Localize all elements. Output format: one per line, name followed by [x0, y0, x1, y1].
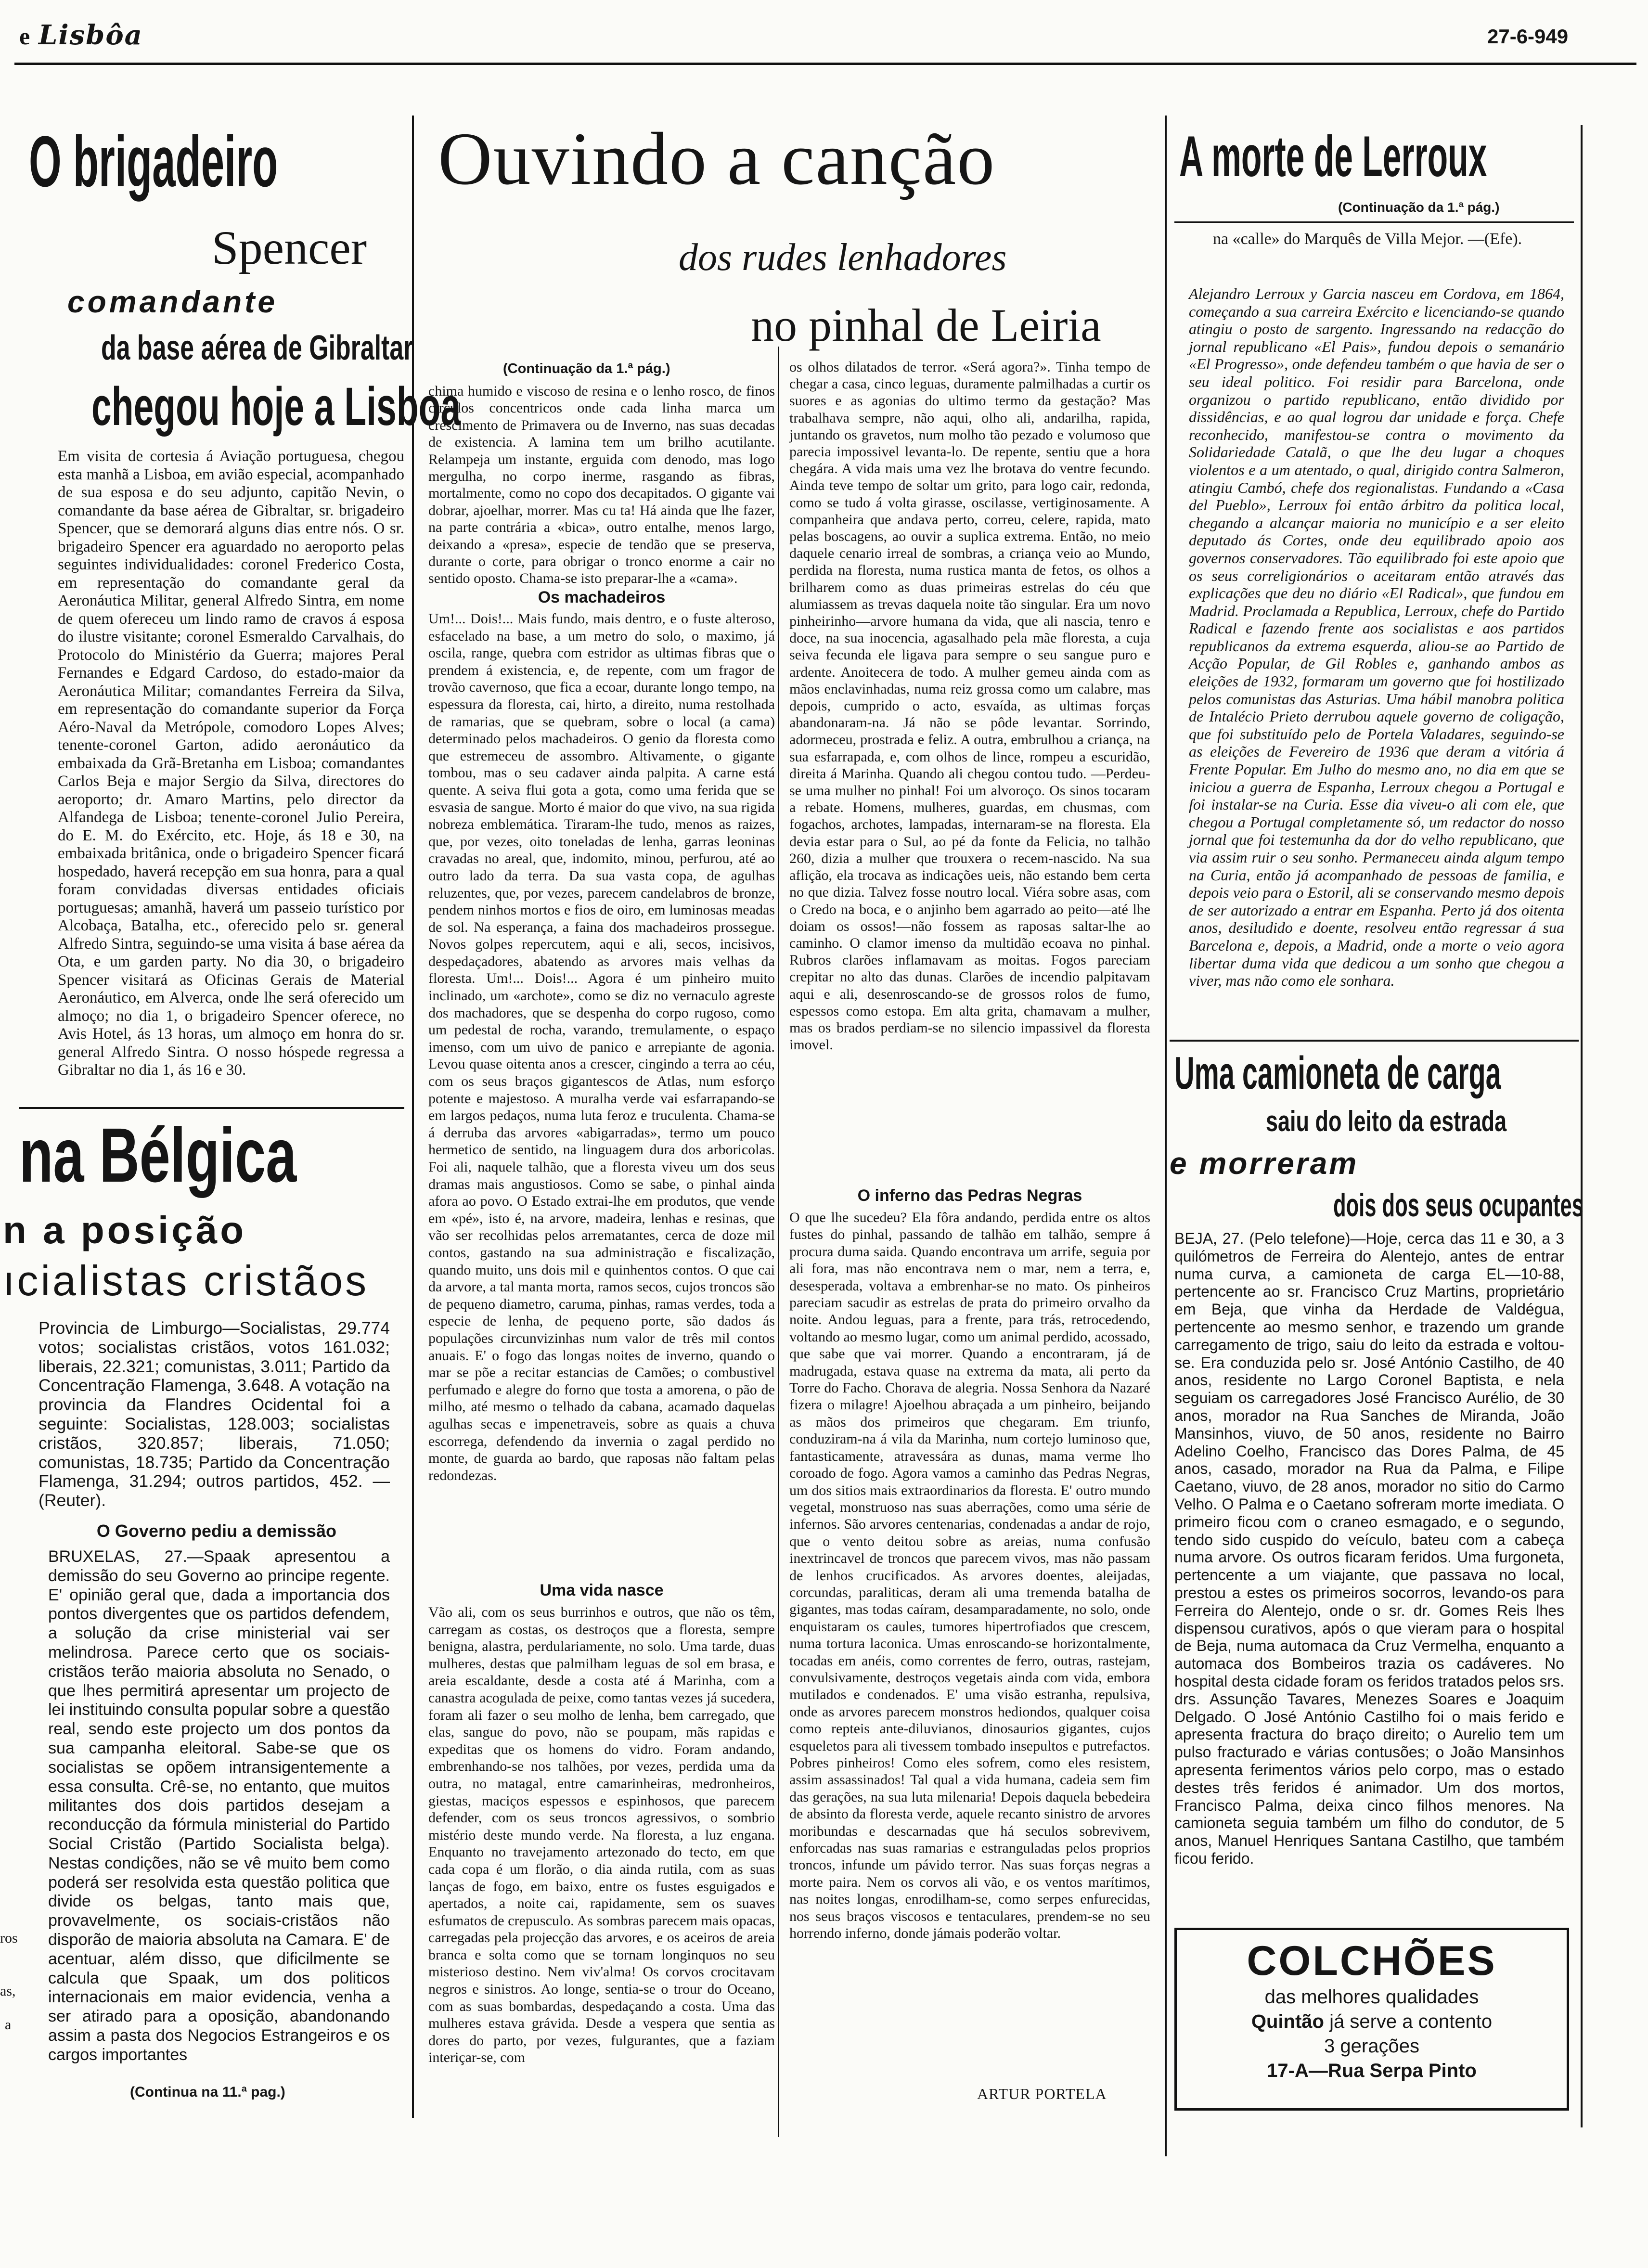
lenhadores-headline-3: no pinhal de Leiria [751, 299, 1101, 351]
camioneta-body: BEJA, 27. (Pelo telefone)—Hoje, cerca das 11 e 30, a 3 quilómetros de Ferreira do Alentejo, antes de entrar numa curva, a camioneta de carga EL—10-88, pertencente ao sr. Francisco Cruz Martins, proprietário em Beja, que vinha da Herdade de Valdégua, pertencente ao mesmo senhor, e trazendo um grande carregamento de trigo, saiu do leito da estrada e voltou-se. Era conduzida pelo sr. José António Castilho, de 40 anos, residente no Largo Coronel Baptista, e nela seguiam os carregadores José Francisco Aurélio, de 30 anos, morador na Rua Sanches de Miranda, João Mansinhos, viuvo, de 50 anos, residente no Bairro Adelino Coelho, Francisco das Dores Palma, de 45 anos, casado, morador na Rua da Palma, e Filipe Caetano, viuvo, de 28 anos, morador no sitio do Carmo Velho. O Palma e o Caetano sofreram morte imediata. O primeiro ficou com o craneo esmagado, e o segundo, tendo sido cuspido do veículo, bateu com a cabeça numa arvore. Os outros ficaram feridos. Uma furgoneta, pertencente a um viajante, que passava no local, prestou a estes os primeiros socorros, levando-os para Ferreira do Alentejo, onde o sr. dr. Gomes Reis lhes dispensou curativos, após o que vieram para o hospital de Beja, numa automaca da Cruz Vermelha, enquanto a automaca dos Bombeiros trazia os cadáveres. No hospital desta cidade foram os feridos tratados pelos srs. drs. Assunção Tavares, Menezes Soares e Joaquim Delgado. O José António Castilho foi o mais ferido e apresenta fractura do braço direito; o Aurelio tem um pulso fracturado e várias contusões; o João Mansinhos apresenta ferimentos vários pelo corpo, mas o estado destes três feridos é animador. Um dos mortos, Francisco Palma, deixa cinco filhos menores. Na camioneta seguia também um filho do condutor, de 5 anos, Manuel Henriques Santana Castilho, que também ficou ferido. [1174, 1230, 1564, 1867]
belgica-margin-word-1: ros [0, 1930, 18, 1946]
belgica-continua: (Continua na 11.ª pag.) [130, 2084, 285, 2100]
ad-line-4: 3 gerações [1324, 2036, 1419, 2057]
belgica-body-1: Provincia de Limburgo—Socialistas, 29.774 votos; socialistas cristãos, votos 161.032; liberais, 22.321; comunistas, 3.011; Partido da Concentração Flamenga, 3.648. A votação na provincia da Flandres Ocidental foi a seguinte: Socialistas, 128.003; socialistas cristãos, 320.857; liberais, 71.050; comunistas, 18.735; Partido da Concentração Flamenga, 31.294; outros partidos, 452. — (Reuter). [39, 1318, 390, 1510]
lerroux-bio: Alejandro Lerroux y Garcia nasceu em Cordova, em 1864, começando a sua carreira Exército e licenciando-se quando atingiu o posto de sargento. Ingressando na redacção do jornal republicano «El Pais», fundou depois o semanário «El Progresso», onde defendeu também o que havia de ser o seu ideal politico. Foi residir para Barcelona, onde organizou o partido republicano, então dividido por dissidências, e ao qual logrou dar unidade e força. Chefe reconhecido, manifestou-se contra o movimento da Solidariedade Catalã, o que lhe deu lugar a choques violentos e a um atentado, o qual, dirigido contra Salmeron, atingiu Cambó, chefe dos regionalistas. Fundando a «Casa del Pueblo», Lerroux foi então árbitro da politica local, chegando a alcançar maioria no município e a ser eleito deputado ás Cortes, onde deu equilibrado apoio aos governos conservadores. Tão equilibrado foi este apoio que os seus correligionários o aceitaram então através das explicações que deu no diário «El Radical», que fundou em Madrid. Proclamada a Republica, Lerroux, chefe do Partido Radical e fazendo frente aos socialistas e aos partidos republicanos da extrema esquerda, aliou-se ao Partido de Acção Popular, de Gil Robles e, ganhando ambos as eleições de 1932, formaram um governo que foi hostilizado pelos comunistas das Asturias. Uma hábil manobra politica de Intalécio Prieto derrubou aquele governo de coligação, que foi substituído pelo de Portela Valadares, seguindo-se as eleições de Fevereiro de 1936 que deram a vitória á Frente Popular. Em Julho do mesmo ano, no dia em que se iniciou a guerra de Espanha, Lerroux chegou a Portugal e foi instalar-se na Curia. Esse dia viveu-o ali com ele, que chegou a Portugal completamente só, um redactor do nosso jornal que foi testemunha da dor do velho republicano, que via assim ruir o seu sonho. Permaneceu ainda algum tempo na Curia, então já acompanhado de pessoas de familia, e depois veio para o Estoril, ali se conservando mesmo depois de ser autorizado a entrar em Espanha. Perto já dos oitenta anos, desiludido e doente, resolveu então regressar á sua Barcelona e, depois, a Madrid, onde a morte o veio agora libertar duma vida que dedicou a um sonho que chegou a viver, mas não como ele sonhara. [1189, 285, 1564, 990]
spencer-headline-2: Spencer [212, 221, 367, 274]
lerroux-bottom-rule [1170, 1040, 1579, 1042]
belgica-margin-word-3: a [5, 2017, 12, 2033]
belgica-headline-1: na Bélgica [19, 1112, 297, 1198]
colchoes-ad [1174, 1928, 1569, 2111]
camioneta-headline-4: dois dos seus ocupantes [1333, 1187, 1584, 1224]
ad-line-1: COLCHÕES [1247, 1938, 1497, 1984]
lerroux-body-1: na «calle» do Marquês de Villa Mejor. —(Efe). [1213, 230, 1522, 248]
lenhadores-col-b-subhead-1: O inferno das Pedras Negras [857, 1186, 1082, 1205]
lerroux-continuacao: (Continuação da 1.ª pág.) [1338, 200, 1500, 215]
lerroux-head-rule [1174, 221, 1574, 223]
masthead-letter-e: e [19, 23, 30, 50]
lenhadores-col-a-body-1: chima humido e viscoso de resina e o lenho rosco, de finos circulos concentricos onde cada linha marca um crescimento de Primavera ou de Inverno, nas suas decadas de existencia. A lamina tem um brilho acutilante. Relampeja um instante, erguida com denodo, mas logo mergulha, no corpo inerme, rasgando as fibras, mortalmente, como no copo dos decapitados. O gigante vai dobrar, ajoelhar, morrer. Mas cu ta! Há ainda que lhe fazer, na parte contrária a «bica», outro entalhe, menos largo, deixando a «presa», especie de tendão que se preserva, durante o corte, para obrigar o tronco enorme a cair no sentido oposto. Chama-se isto preparar-lhe a «cama». [428, 383, 775, 587]
spencer-headline-5: chegou hoje a Lisboa [91, 376, 461, 437]
lenhadores-continuacao: (Continuação da 1.ª pág.) [503, 361, 670, 376]
lerroux-headline: A morte de Lerroux [1179, 124, 1487, 189]
lenhadores-byline: ARTUR PORTELA [977, 2085, 1107, 2102]
masthead-date: 27-6-949 [1487, 25, 1569, 48]
lenhadores-col-a-body-3: Vão ali, com os seus burrinhos e outros, que não os têm, carregam as costas, os destroços que a floresta, sempre benigna, alastra, perdulariamente, no solo. Uma tarde, duas mulheres, destas que palmilham leguas de sol em brasa, e areia escaldante, desde a costa até á Marinha, com a canastra acogulada de peixe, como tantas vezes já sucedera, foram ali fazer o seu molho de lenha, bem carregado, que elas, sangue do povo, não se poupam, mãs rapidas e expeditas que os homens do vidro. Foram andando, embrenhando-se nos talhões, por vezes, perdida uma da outra, no matagal, entre camarinheiras, medronheiros, giestas, maciços espessos e espinhosos, que parecem defender, com os seus troncos agressivos, o sombrio mistério deste mundo verde. Na floresta, a luz engana. Enquanto no travejamento artezonado do tecto, em que cada copa é um florão, o dia ainda rutila, com as suas lanças de fogo, em baixo, entre os fustes esguigados e apertados, a noite cai, rapidamente, sem os suaves esfumatos de crepusculo. As sombras parecem mais opacas, carregadas pela projecção das arvores, e os aceiros de areia branca e solta como que se tornam longinquos no seu misterioso destino. Nem viv'alma! Os corvos crocitavam negros e sinistros. Ao longe, sentia-se o trour do Oceano, com as suas bombardas, despedaçando a costa. Uma das mulheres estava grávida. Desde a vespera que sentia as dores do parto, por vezes, fulgurantes, que a faziam interiçar-se, com [428, 1604, 775, 2066]
spencer-headline-4: da base aérea de Gibraltar [101, 329, 413, 367]
masthead-paper-name: Lisbôa [39, 19, 143, 51]
belgica-headline-2: n a posição [3, 1209, 247, 1251]
lenhadores-col-a-subhead-2: Uma vida nasce [540, 1581, 664, 1599]
belgica-margin-word-2: as, [0, 1983, 16, 1999]
column-rule-2 [778, 347, 779, 2137]
spencer-headline-3: comandante [67, 284, 278, 319]
camioneta-headline-1: Uma camioneta de carga [1174, 1047, 1501, 1099]
lenhadores-col-b-body-1: os olhos dilatados de terror. «Será agora?». Tinha tempo de chegar a casa, cinco leguas, duramente palmilhadas a curtir os suores e as agonias do ultimo termo da gestação? Mas trabalhava sempre, não aqui, olho ali, andarilha, rapida, juntando os gravetos, num molho tão pezado e volumoso que parecia impossivel levanta-lo. De repente, sentiu que a hora chegára. A vida mais uma vez lhe brotava do ventre fecundo. Ainda teve tempo de soltar um grito, para logo cair, redonda, como se tudo á volta girasse, oscilasse, vertiginosamente. A companheira que andava perto, correu, celere, rapida, mato pelas boscagens, ao ouvir a suplica extrema. Então, no meio daquele cenario irreal de sombras, a criança veio ao Mundo, perdida na floresta, numa rustica manta de fetos, os olhos a brilharem como as duas primeiras estrelas do céu que alumiassem as trevas daquela noite tão singular. Era um novo pinheirinho—arvore humana da vida, que ali nascia, tenro e doce, na sua inocencia, agasalhado pela mãe floresta, a cuja seiva fecunda ele ligava para sempre o seu sangue puro e ardente. Anoitecera de todo. A mulher gemeu ainda com as mãos enclavinhadas, numa reiz grossa como um calabre, mas depois, cumprido o acto, esvaída, as ultimas forças abandonaram-na. Já não se pôde levantar. Sorrindo, adormeceu, prostrada e feliz. A outra, embrulhou a criança, na sua esfarrapada, e, com olhos de lince, rompeu a escuridão, direita á Marinha. Quando ali chegou contou tudo. —Perdeu-se uma mulher no pinhal! Foi um alvoroço. Os sinos tocaram a rebate. Homens, mulheres, guardas, em chusmas, com fogachos, archotes, lampadas, internaram-se na floresta. Ela devia estar para o Sul, ao pé da fonte da Felicia, no talhão 260, dizia a mulher que trouxera o recem-nascido. Na sua aflição, ela trocava as indicações ueis, não estando bem certa no que dizia. Talvez fosse noutro local. Viéra sobre asas, com o Credo na boca, e o anjinho bem agarrado ao peito—até lhe doiam os ossos!—não fossem as raposas saltar-lhe ao caminho. O clamor imenso da multidão ecoava no pinhal. Rubros clarões inflamavam as moitas. Fogos pareciam crepitar no alto das dunas. Clarões de incendio palpitavam aqui e ali, desenroscando-se de grossos rolos de fumo, espessos como estopa. Em alta grita, chamavam a mulher, mas os brados perdiam-se no silencio impassivel da floresta imovel. [789, 359, 1150, 1053]
belgica-headline-3: ıcialistas cristãos [3, 1257, 369, 1304]
ad-line-2: das melhores qualidades [1264, 1986, 1479, 2008]
camioneta-headline-3: e morreram [1170, 1146, 1359, 1181]
spencer-headline-1: O brigadeiro [29, 121, 278, 202]
masthead-rule [14, 63, 1636, 65]
column-rule-4 [1581, 125, 1583, 2127]
lenhadores-headline-1: Ouvindo a canção [438, 117, 996, 200]
lenhadores-col-a-body-2: Um!... Dois!... Mais fundo, mais dentro, e o fuste alteroso, esfacelado na base, a um metro do solo, o maximo, já oscila, range, quebra com estridor as ultimas fibras que o prendem á existencia, e, de repente, com um fragor de trovão cavernoso, que fica a ecoar, durante longo tempo, na espessura da floresta, cai, hirto, a direito, numa restolhada de ramarias, que se quebram, sobre o local (a cama) determinado pelos machadeiros. O genio da floresta como que estremeceu de assombro. Altivamente, o gigante tombou, mas o seu cadaver ainda palpita. A carne está quente. A seiva flui gota a gota, como uma ferida que se esvasia de sangue. Morto é maior do que vivo, na sua rigida nobreza emblemática. Tiraram-lhe tudo, menos as raizes, que, por vezes, oito toneladas de lenha, garras leoninas cravadas no areal, que, indomito, minou, perfurou, até ao outro lado da terra. Da sua vasta copa, de agulhas reluzentes, que, por vezes, parecem candelabros de bronze, pendem ninhos mortos e fios de oiro, em luminosas meadas de sol. Na esperança, a faina dos machadeiros prossegue. Novos golpes repercutem, aqui e ali, secos, incisivos, despedaçadores, abatendo as arvores mais velhas da floresta. Um!... Dois!... Agora é um pinheiro muito inclinado, um «archote», como se diz no vernaculo agreste dos machadores, que se despenha do corpo rugoso, como um pedestal de rocha, varando, tremulamente, o espaço imenso, com um uivo de panico e arrepiante de agonia. Levou quase oitenta anos a crescer, cingindo a terra ao céu, com os seus braços gigantescos de Atlas, num esforço potente e majestoso. A muralha verde vai esfarrapando-se em largos pedaços, numa luta feroz e truculenta. Chama-se á derruba das arvores «abigarradas», termo um pouco hermetico de sentido, na linguagem dura dos arboricolas. Foi ali, naquele talhão, que a floresta viveu um dos seus dramas mais angustiosos. Como se sabe, o pinhal ainda afora ao povo. O Estado extrai-lhe em produtos, que vende em «pé», isto é, na arvore, madeira, lenhas e resinas, que vão ser recolhidas pelos arrematantes, cerca de doze mil contos, gastando na sua administração e fiscalização, quando muito, uns dois mil e quinhentos contos. O que cai da arvore, a tal manta morta, ramos secos, cujos troncos são de pequeno diametro, caruma, pinhas, ramas verdes, toda a especie de lenha, de pequeno porte, são dados ás populações circunvizinhas num valor de três mil contos anuais. E' o fogo das longas noites de inverno, quando o mar se põe a recitar estancias de Camões; o combustivel perfumado e alegre do forno que tosta a amorena, o pão de milho, até mesmo o telhado da cabana, acamado daquelas agulhas secas e impenetraveis, sobre as quais a chuva escorrega, defendendo da invernia o zagal perdido no monte, de guarda ao bardo, que raposas não faltam pelas redondezas. [428, 611, 775, 1483]
lenhadores-col-b-body-2: O que lhe sucedeu? Ela fôra andando, perdida entre os altos fustes do pinhal, passando de talhão em talhão, sempre á procura duma saida. Quando encontrava um arrife, seguia por ali fora, mas não encontrava nem o mar, nem a terra, e, desesperada, voltava a embrenhar-se no mato. Os pinheiros pareciam sacudir as estrelas de prata do primeiro orvalho da noite. Andou leguas, para a frente, para trás, retrocedendo, voltando ao mesmo lugar, como um animal perdido, acossado, que sabe que vai morrer. Quando a encontraram, já de madrugada, estava quase na extrema da mata, ali perto da Torre do Facho. Chorava de alegria. Nossa Senhora da Nazaré fizera o milagre! Ajoelhou abraçada a um pinheiro, beijando as mãos dos primeiros que chegaram. Em triunfo, conduziram-na á vila da Marinha, num cortejo luminoso que, fantasticamente, atravessára as dunas, mama verme lho coroado de fogo. Agora vamos a caminho das Pedras Negras, um dos sitios mais extraordinarios da floresta. E' outro mundo vegetal, monstruoso nas suas aberrações, como uma série de infernos. São arvores centenarias, condenadas a andar de rojo, que o vento deitou sobre as areias, numa confusão inextrincavel de troncos que parecem vivos, mas não passam de lenhos crucificados. As arvores doentes, aleijadas, corcundas, paraliticas, deram ali uma tremenda batalha de gigantes, mas todas caíram, desamparadamente, no solo, onde enquistaram os caules, tumores hipertrofiados que crescem, numa tortura laconica. Umas enroscando-se horizontalmente, tocadas em anéis, como correntes de ferro, outras, rastejam, convulsivamente, destroços vegetais ainda com vida, embora mutilados e condenados. E' uma visão estranha, repulsiva, onde as arvores parecem monstros hediondos, qualquer coisa como repteis ante-diluvianos, dinosaurios gigantes, cujos esqueletos para ali tivessem tombado insepultos e putrefactos. Pobres pinheiros! Como eles sofrem, como eles resistem, assim assassinados! Tal qual a vida humana, cadeia sem fim das gerações, na sua luta milenaria! Depois daquela bebedeira de absinto da floresta verde, aquele recanto sinistro de arvores moribundas e descarnadas que há seculos sobrevivem, enforcadas nas suas ramarias e estranguladas pelos proprios troncos, infunde um pávido terror. Nas suas forças negras a morte paira. Nem os corvos ali vão, e os ventos marítimos, nas noites longas, enrodilham-se, como serpes enfurecidas, nos seus braços viscosos e tentaculares, prendem-se no seu horrendo inferno, donde jámais poderão voltar. [789, 1210, 1150, 1942]
belgica-subhead: O Governo pediu a demissão [96, 1521, 337, 1541]
lenhadores-col-a-subhead-1: Os machadeiros [538, 588, 666, 606]
column-rule-3 [1165, 116, 1167, 2156]
belgica-body-2: BRUXELAS, 27.—Spaak apresentou a demissão do seu Governo ao principe regente. E' opinião geral que, dada a importancia dos pontos divergentes que os partidos defendem, a solução da crise ministerial vai ser melindrosa. Parece certo que os sociais-cristãos terão maioria absoluta no Senado, o que lhes permitirá apresentar um projecto de lei instituindo consulta popular sobre a questão real, sendo este projecto um dos pontos da sua campanha eleitoral. Sabe-se que os socialistas se opõem intransigentemente a essa consulta. Crê-se, no entanto, que muitos militantes dos dois partidos desejam a reconducção da fórmula ministerial do Partido Social Cristão (Partido Socialista belga). Nestas condições, não se vê muito bem como poderá ser resolvida esta questão politica que divide os belgas, tanto mais que, provavelmente, os sociais-cristãos não disporão de maioria absoluta na Camara. E' de acentuar, além disso, que dificilmente se calcula que Spaak, um dos politicos internacionais em maior evidencia, venha a ser atirado para a oposição, abandonando assim a pasta dos Negocios Estrangeiros e os cargos importantes [48, 1547, 390, 2064]
ad-line-3 [1177, 2009, 1567, 2034]
ad-line-5: 17-A—Rua Serpa Pinto [1267, 2060, 1477, 2081]
spencer-bottom-rule [19, 1107, 404, 1109]
spencer-body: Em visita de cortesia á Aviação portuguesa, chegou esta manhã a Lisboa, em avião especial, acompanhado de sua esposa e do seu adjunto, capitão Nevin, o comandante da base aérea de Gibraltar, sr. brigadeiro Spencer, que se demorará alguns dias entre nós. O sr. brigadeiro Spencer era aguardado no aeroporto pelas seguintes individualidades: coronel Frederico Costa, em representação do comandante geral da Aeronáutica Militar, general Alfredo Sintra, em nome de quem ofereceu um lindo ramo de cravos á esposa do ilustre visitante; coronel Esmeraldo Carvalhais, do Protocolo do Ministério da Guerra; majores Peral Fernandes e Edgard Cardoso, do estado-maior da Aeronáutica Militar; comandantes Ferreira da Silva, em representação do comandante superior da Força Aéro-Naval da Metrópole, comodoro Lopes Alves; tenente-coronel Garton, adido aeronáutico da embaixada da Grã-Bretanha em Lisboa; comandantes Carlos Beja e major Sergio da Silva, directores do aeroporto; dr. Amaro Martins, pelo director da Alfandega de Lisboa; tenente-coronel Julio Pereira, do E. M. do Exército, etc. Hoje, ás 18 e 30, na embaixada britânica, onde o brigadeiro Spencer ficará hospedado, haverá recepção em sua honra, para a qual foram convidadas diversas entidades oficiais portuguesas; amanhã, haverá um passeio turístico por Alcobaça, Batalha, etc., oferecido pelo sr. general Alfredo Sintra, seguindo-se uma visita á base aérea da Ota, e um garden party. No dia 30, o brigadeiro Spencer visitará as Oficinas Gerais de Material Aeronáutico, em Alverca, onde lhe será oferecido um almoço; no dia 1, o brigadeiro Spencer oferece, no Avis Hotel, ás 13 horas, um almoço em honra do sr. general Alfredo Sintra. O nosso hóspede regressa a Gibraltar no dia 1, ás 16 e 30. [58, 448, 404, 1079]
camioneta-headline-2: saiu do leito da estrada [1266, 1105, 1507, 1137]
ad-brand: Quintão [1251, 2011, 1324, 2032]
ad-tagline: já serve a contento [1329, 2011, 1493, 2032]
lenhadores-headline-2: dos rudes lenhadores [679, 236, 1007, 279]
